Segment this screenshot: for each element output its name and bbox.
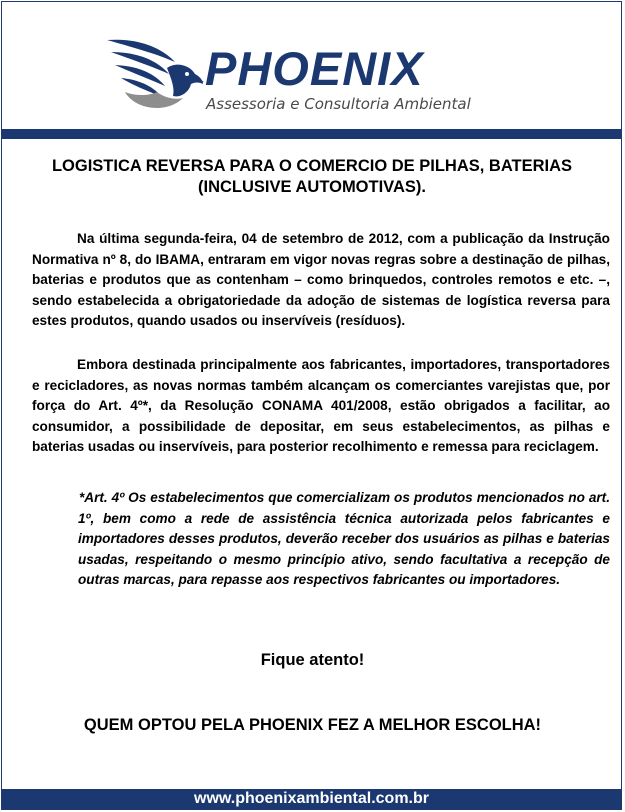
slogan: QUEM OPTOU PELA PHOENIX FEZ A MELHOR ESCOLHA! <box>83 716 542 734</box>
phoenix-bird-icon <box>105 32 205 114</box>
paragraph-2: Embora destinada principalmente aos fabricantes, importadores, transportadores e recicladores, as novas normas também alcançam os comerciantes varejistas que, por força do Art. 4º*, da Resolução CONAMA 401/2008, estão obrigados a facilitar, ao consumidor, a possibilidade de depositar, em seus estabelecimentos, as pilhas e baterias usadas ou inservíveis, para posterior recolhimento e remessa para reciclagem. <box>32 357 610 455</box>
logo-tagline: Assessoria e Consultoria Ambiental <box>206 95 471 113</box>
article-quote: *Art. 4º Os estabelecimentos que comercializam os produtos mencionados no art. 1º, bem como a rede de assistência técnica autorizada pelos fabricantes e importadores desses produtos, deverão receber dos usuários as pilhas e baterias usadas, respeitando o mesmo princípio ativo, sendo facultativa a recepção de outras marcas, para repasse aos respectivos fabricantes ou importadores. <box>78 490 610 588</box>
paragraph-1: Na última segunda-feira, 04 de setembro de 2012, com a publicação da Instrução Normativa nº 8, do IBAMA, entraram em vigor novas regras sobre a destinação de pilhas, baterias e produtos que as contenham – como brinquedos, controles remotos e etc. –, sendo estabelecida a obrigatoriedade da adoção de sistemas de logística reversa para estes produtos, quando usados ou inservíveis (resíduos). <box>32 231 610 329</box>
attention-line: Fique atento! <box>260 651 365 669</box>
header <box>2 2 621 129</box>
header-divider-bar <box>2 129 621 139</box>
document-title: LOGISTICA REVERSA PARA O COMERCIO DE PILHAS, BATERIAS (INCLUSIVE AUTOMOTIVAS). <box>51 157 573 196</box>
logo-name: PHOENIX <box>205 42 424 95</box>
footer-url[interactable]: www.phoenixambiental.com.br <box>2 789 621 809</box>
flyer-page <box>1 1 622 810</box>
